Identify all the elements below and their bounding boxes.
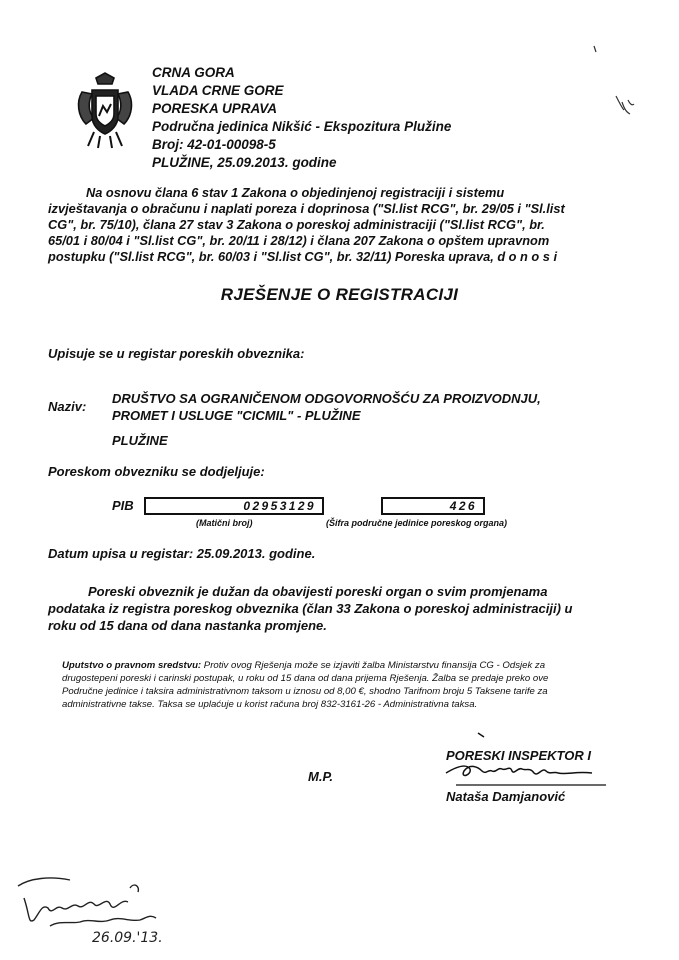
obligation-line: podataka iz registra poreskog obveznika (član 33 Zakona o poreskoj administraciji) u [48, 601, 573, 616]
pib-caption: (Matični broj) [196, 518, 253, 528]
pib-value-box: 02953129 [144, 497, 324, 515]
inspector-name: Nataša Damjanović [446, 789, 566, 804]
company-name-line: DRUŠTVO SA OGRANIČENOM ODGOVORNOŠĆU ZA PROIZVODNJU, [112, 391, 541, 406]
legal-basis-line: Na osnovu člana 6 stav 1 Zakona o objedinjenoj registraciji i sistemu [86, 185, 505, 200]
obligation-line: roku od 15 dana od dana nastanka promjene. [48, 618, 327, 633]
legal-basis-paragraph [48, 185, 600, 265]
unit-code-box: 426 [381, 497, 485, 515]
company-name-line: PROMET I USLUGE "CICMIL" - PLUŽINE [112, 408, 361, 423]
authority-name: PORESKA UPRAVA [152, 101, 278, 116]
place-date: PLUŽINE, 25.09.2013. godine [152, 155, 337, 170]
country-name: CRNA GORA [152, 65, 235, 80]
unit-code-caption: (Šifra područne jedinice poreskog organa) [326, 518, 508, 528]
pib-label: PIB [112, 498, 134, 513]
legal-remedy-first-text: Protiv ovog Rješenja može se izjaviti žalba Ministarstvu finansija CG - Odsjek za [201, 660, 546, 671]
company-city: PLUŽINE [112, 433, 168, 448]
legal-remedy-label: Uputstvo o pravnom sredstvu: [62, 660, 202, 671]
obligation-line: Poreski obveznik je dužan da obavijesti poreski organ o svim promjenama [88, 584, 548, 599]
document-title: RJEŠENJE O REGISTRACIJI [220, 285, 459, 304]
legal-basis-line: postupku ("Sl.list RCG", br. 60/03 i "Sl.list CG", br. 32/11) Poreska uprava, d o n o s i [48, 249, 558, 264]
stamp-place-label: M.P. [308, 769, 334, 784]
legal-remedy-line: administrativne takse. Taksa se uplaćuje u korist računa broj 832-3161-26 - Administrativna taksa. [62, 699, 478, 710]
legal-basis-line: 65/01 i 80/04 i "Sl.list CG", br. 20/11 i 28/12) i člana 207 Zakona o opštem upravnom [48, 233, 550, 248]
legal-remedy-line: Područne jedinice i taksira administrativnom taksom u iznosu od 8,00 €, shodno Tarifnom broju 5 Taksene tarife za [62, 686, 548, 697]
inspector-title: PORESKI INSPEKTOR I [446, 748, 591, 763]
registration-date: Datum upisa u registar: 25.09.2013. godine. [48, 546, 316, 561]
handwritten-note-signature-icon [10, 868, 190, 960]
government-name: VLADA CRNE GORE [152, 83, 284, 98]
legal-remedy-instruction [62, 659, 622, 711]
legal-basis-line: CG", br. 75/10), člana 27 stav 3 Zakona o poreskoj administraciji ("Sl.list RCG", br. [48, 217, 545, 232]
corner-handwritten-mark-icon [586, 38, 636, 128]
document-header [152, 64, 451, 172]
assignment-statement: Poreskom obvezniku se dodjeljuje: [48, 464, 265, 479]
office-unit: Područna jedinica Nikšić - Ekspozitura Plužine [152, 119, 452, 134]
inspector-signature-icon [426, 727, 626, 795]
handwritten-date: 26.09.'13. [92, 930, 163, 946]
montenegro-coat-of-arms-icon [74, 72, 136, 150]
naziv-label: Naziv: [48, 399, 87, 414]
reference-number: Broj: 42-01-00098-5 [152, 137, 276, 152]
legal-remedy-line [62, 659, 622, 672]
company-name [112, 390, 541, 424]
legal-remedy-line: drugostepeni poreski i carinski postupak, u roku od 15 dana od dana prijema Rješenja. Žalba se predaje preko ove [62, 673, 549, 684]
legal-basis-line: izvještavanja o obračunu i naplati poreza i doprinosa ("Sl.list RCG", br. 29/05 i "Sl.list [48, 201, 565, 216]
registry-statement: Upisuje se u registar poreskih obveznika: [48, 346, 305, 361]
obligation-paragraph [48, 583, 573, 634]
